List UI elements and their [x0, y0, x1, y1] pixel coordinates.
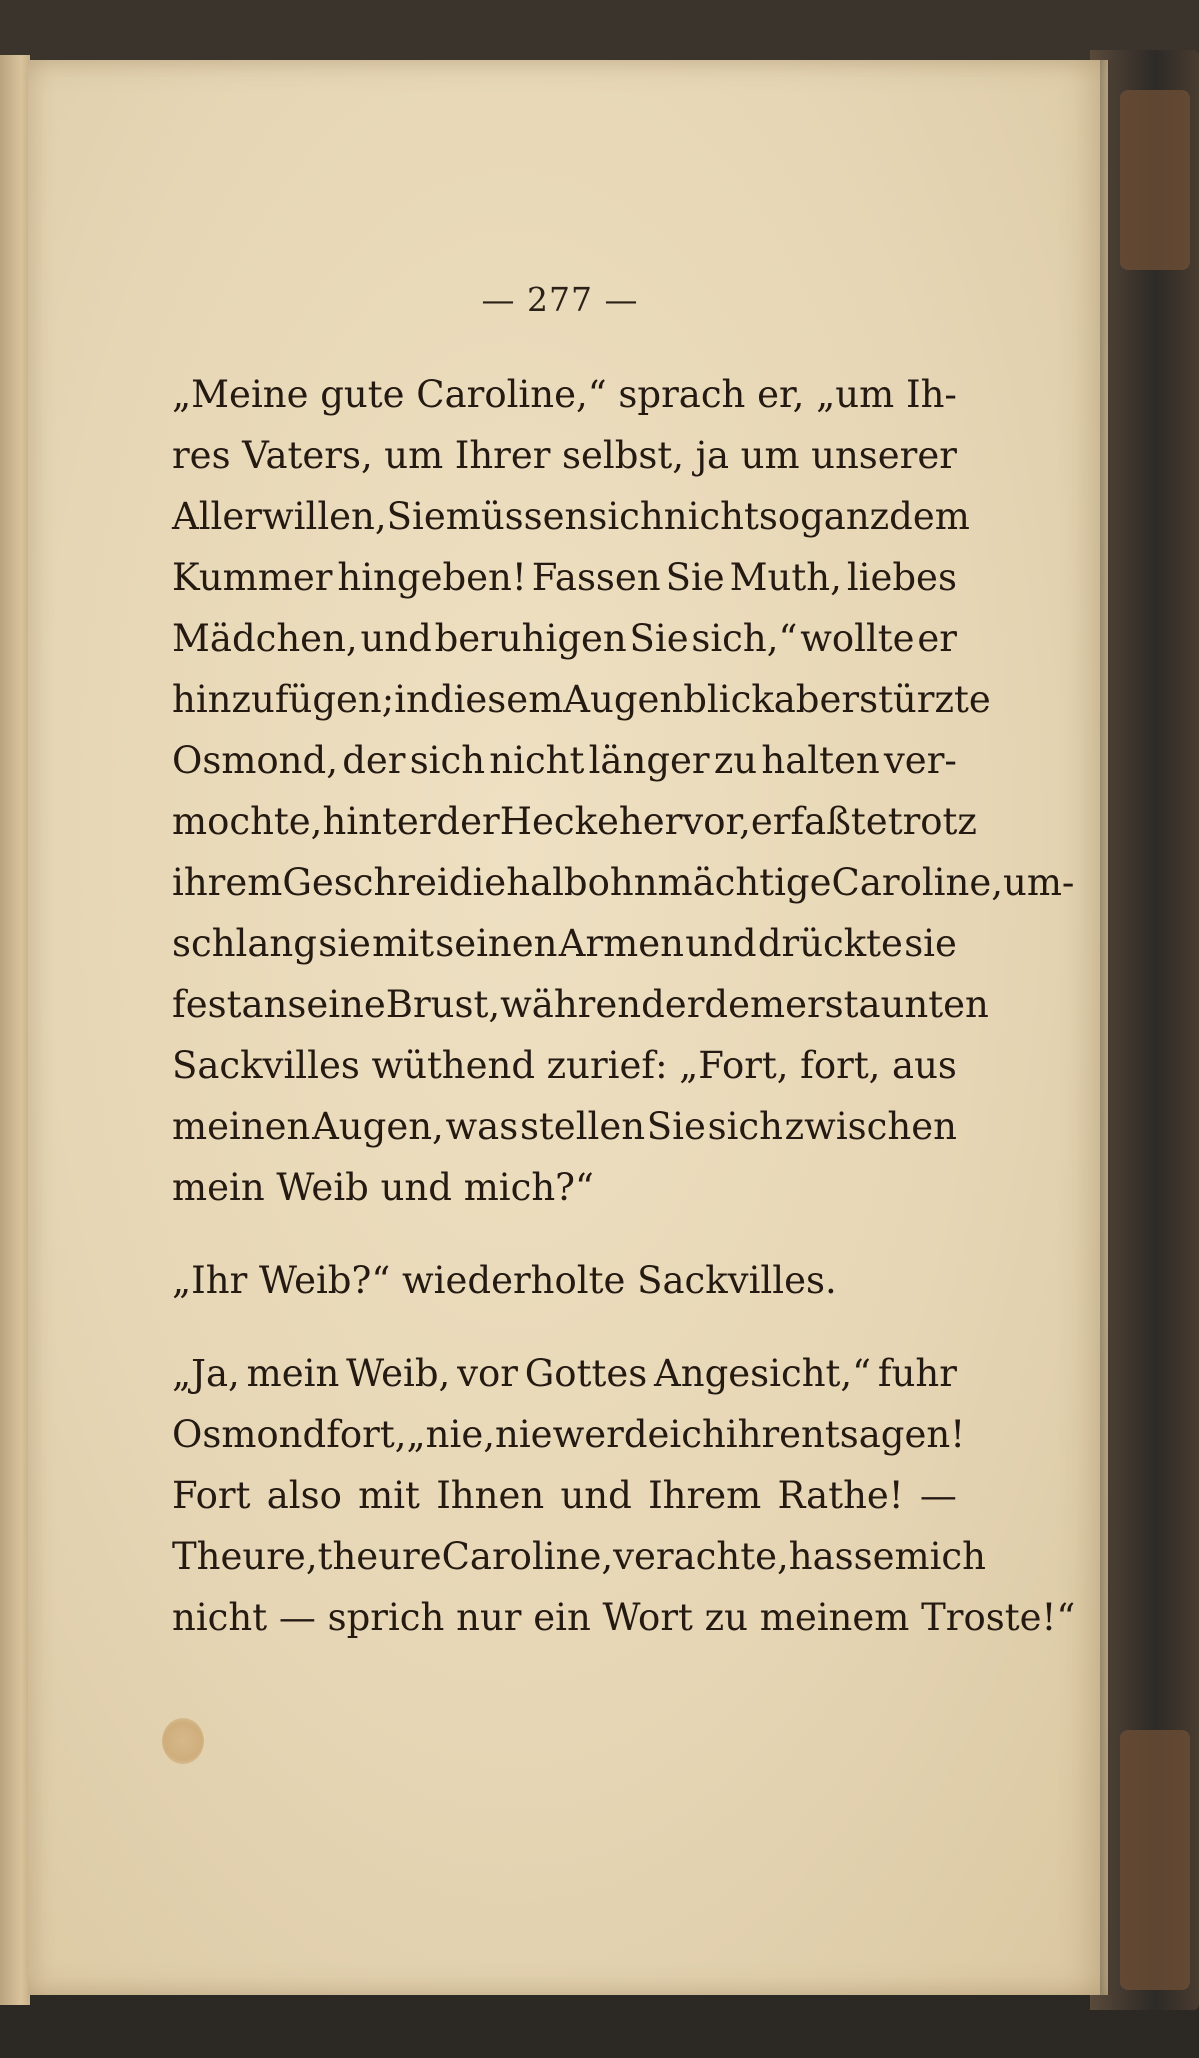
text-line: res Vaters, um Ihrer selbst, ja um unserer — [172, 434, 957, 477]
cover-wear — [1120, 90, 1190, 270]
text-line: hinzufügen; in diesem Augenblick aber stürzte — [172, 678, 991, 721]
page-number: — 277 — — [481, 280, 639, 319]
text-line: fest an seine Brust, während er dem erstaunten — [172, 983, 989, 1026]
paper-stain — [162, 1718, 204, 1764]
text-body — [172, 364, 1076, 1648]
text-line: „Meine gute Caroline,“ sprach er, „um Ih- — [172, 373, 957, 416]
paragraph-gap — [172, 1311, 957, 1343]
text-line: nicht — sprich nur ein Wort zu meinem Troste!“ — [172, 1596, 1076, 1639]
text-line: meinen Augen, was stellen Sie sich zwischen — [172, 1105, 957, 1148]
cover-wear — [1120, 1730, 1190, 1990]
text-line: Kummer hingeben! Fassen Sie Muth, liebes — [172, 556, 957, 599]
text-line: Theure, theure Caroline, verachte, hasse mich — [172, 1535, 986, 1578]
text-line: Aller willen, Sie müssen sich nicht so ganz dem — [172, 495, 970, 538]
text-line: Mädchen, und beruhigen Sie sich,“ wollte er — [172, 617, 957, 660]
text-line: mein Weib und mich?“ — [172, 1166, 594, 1209]
text-line: „Ihr Weib?“ wiederholte Sackvilles. — [172, 1259, 837, 1302]
text-line: Osmond fort, „nie, nie werde ich ihr entsagen! — [172, 1413, 966, 1456]
text-line: Sackvilles wüthend zurief: „Fort, fort, aus — [172, 1044, 957, 1087]
text-line: schlang sie mit seinen Armen und drückte sie — [172, 922, 957, 965]
paragraph-gap — [172, 1218, 957, 1250]
page-shadow — [1100, 60, 1112, 1995]
text-line: ihrem Geschrei die halbohnmächtige Caroline, um- — [172, 861, 1075, 904]
facing-page-edge — [0, 55, 30, 2005]
text-line: „Ja, mein Weib, vor Gottes Angesicht,“ fuhr — [172, 1352, 957, 1395]
text-line: Fort also mit Ihnen und Ihrem Rathe! — — [172, 1474, 957, 1517]
text-line: mochte, hinter der Hecke hervor, erfaßte trotz — [172, 800, 977, 843]
text-line: Osmond, der sich nicht länger zu halten ver- — [172, 739, 957, 782]
